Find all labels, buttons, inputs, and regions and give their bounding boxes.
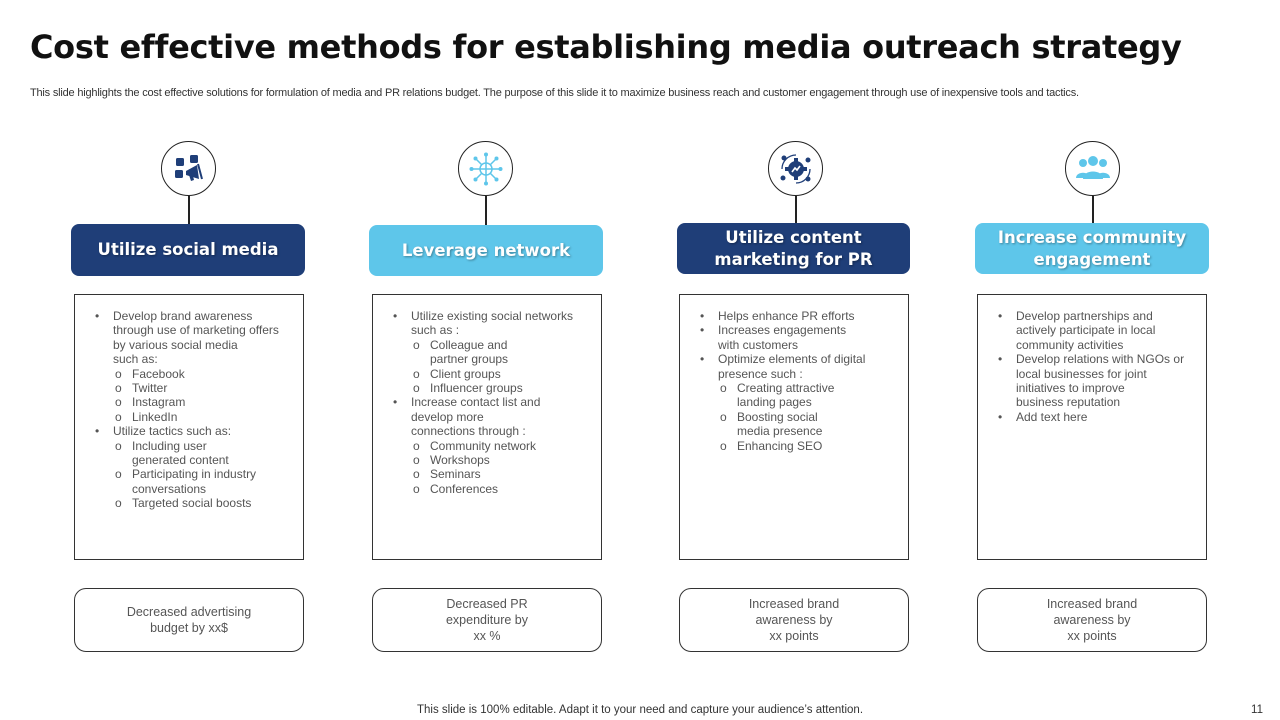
social-media-megaphone-icon xyxy=(172,152,206,186)
list-item: • Add text here xyxy=(996,410,1196,424)
sub-list-item-cont: conversations xyxy=(132,481,207,496)
header-line: Utilize content xyxy=(725,227,862,247)
content-box xyxy=(679,294,909,560)
header-line: Increase community xyxy=(997,227,1187,247)
result-line: Decreased advertising xyxy=(126,605,252,619)
page-number: 11 xyxy=(1251,704,1263,716)
header-line: Leverage network xyxy=(401,240,571,260)
content-box xyxy=(372,294,602,560)
connector-line xyxy=(795,196,797,223)
list-item-cont: such as : xyxy=(411,323,460,338)
list-item: • Helps enhance PR efforts xyxy=(698,309,898,323)
result-line: xx points xyxy=(769,629,819,643)
result-line: awareness by xyxy=(755,613,833,627)
result-line: xx % xyxy=(473,629,501,643)
result-line: budget by xx$ xyxy=(150,621,228,635)
sub-list-item-cont: generated content xyxy=(132,453,229,468)
sub-list-item: o Creating attractive xyxy=(698,381,898,395)
list-item-cont: with customers xyxy=(718,337,799,352)
icon-circle xyxy=(1065,141,1120,196)
sub-list-item: o Colleague and xyxy=(391,338,591,352)
sub-list-item-cont: landing pages xyxy=(737,395,812,410)
sub-list-item: o Boosting social xyxy=(698,410,898,424)
connector-line xyxy=(1092,196,1094,223)
header-line: Utilize social media xyxy=(97,240,279,259)
list-item-cont: by various social media xyxy=(113,337,238,352)
content-box xyxy=(977,294,1207,560)
result-line: Increased brand xyxy=(1046,597,1138,611)
list-item: • Utilize tactics such as: xyxy=(93,424,293,438)
result-line: Decreased PR xyxy=(446,597,528,611)
column-header xyxy=(677,223,910,274)
list-item-cont: through use of marketing offers xyxy=(113,323,279,338)
list-item: • Increases engagements xyxy=(698,323,898,337)
sub-list-item: o Seminars xyxy=(391,467,591,481)
icon-circle xyxy=(161,141,216,196)
list-item-cont: actively participate in local xyxy=(1016,323,1156,338)
sub-list-item: o Instagram xyxy=(93,395,293,409)
list-item-cont: initiatives to improve xyxy=(1016,381,1125,396)
result-line: awareness by xyxy=(1053,613,1131,627)
footer-note: This slide is 100% editable. Adapt it to your need and capture your audience’s attention. xyxy=(416,704,864,716)
column-community-engagement xyxy=(974,140,1209,660)
column-header xyxy=(975,223,1209,274)
column-social-media xyxy=(71,140,306,660)
list-item-cont: develop more xyxy=(411,409,484,424)
list-item-cont: presence such : xyxy=(718,366,803,381)
list-item: • Develop partnerships and xyxy=(996,309,1196,323)
page-title: Cost effective methods for establishing media outreach strategy xyxy=(30,28,1182,66)
header-line: marketing for PR xyxy=(714,249,873,269)
list-item: • Develop brand awareness xyxy=(93,309,293,323)
sub-list-item: o Workshops xyxy=(391,453,591,467)
sub-list-item: o Facebook xyxy=(93,367,293,381)
page-subtitle: This slide highlights the cost effective solutions for formulation of media and PR relations budget. The purpose of this slide it to maximize business reach and customer engagement through use of inexpensive tools and tactics. xyxy=(30,87,1079,99)
list-item: • Develop relations with NGOs or xyxy=(996,352,1196,366)
sub-list-item: o Conferences xyxy=(391,482,591,496)
content-box xyxy=(74,294,304,560)
list-item-cont: business reputation xyxy=(1016,395,1121,410)
result-box xyxy=(679,588,909,652)
sub-list-item-cont: partner groups xyxy=(430,352,509,367)
list-item: • Utilize existing social networks xyxy=(391,309,591,323)
column-leverage-network xyxy=(369,140,604,660)
list-item: • Increase contact list and xyxy=(391,395,591,409)
result-box xyxy=(74,588,304,652)
list-item-cont: community activities xyxy=(1016,337,1124,352)
list-item-cont: connections through : xyxy=(411,424,526,439)
sub-list-item: o Participating in industry xyxy=(93,467,293,481)
sub-list-item: o Enhancing SEO xyxy=(698,439,898,453)
result-line: Increased brand xyxy=(748,597,840,611)
list-item: • Optimize elements of digital xyxy=(698,352,898,366)
column-header xyxy=(369,225,603,276)
list-item-cont: local businesses for joint xyxy=(1016,366,1147,381)
result-line: xx points xyxy=(1067,629,1117,643)
connector-line xyxy=(188,196,190,224)
sub-list-item: o LinkedIn xyxy=(93,410,293,424)
column-header xyxy=(71,224,305,276)
sub-list-item: o Community network xyxy=(391,439,591,453)
result-box xyxy=(977,588,1207,652)
sub-list-item-cont: media presence xyxy=(737,424,823,439)
list-item-cont: such as: xyxy=(113,352,158,367)
result-box xyxy=(372,588,602,652)
sub-list-item: o Influencer groups xyxy=(391,381,591,395)
icon-circle xyxy=(768,141,823,196)
icon-circle xyxy=(458,141,513,196)
column-content-marketing xyxy=(676,140,911,660)
header-line: engagement xyxy=(1033,249,1151,269)
sub-list-item: o Targeted social boosts xyxy=(93,496,293,510)
connector-line xyxy=(485,196,487,225)
sub-list-item: o Including user xyxy=(93,439,293,453)
result-line: expenditure by xyxy=(445,613,528,627)
network-globe-icon xyxy=(468,151,504,187)
community-group-icon xyxy=(1074,152,1112,186)
content-marketing-gear-icon xyxy=(778,151,814,187)
sub-list-item: o Client groups xyxy=(391,367,591,381)
sub-list-item: o Twitter xyxy=(93,381,293,395)
